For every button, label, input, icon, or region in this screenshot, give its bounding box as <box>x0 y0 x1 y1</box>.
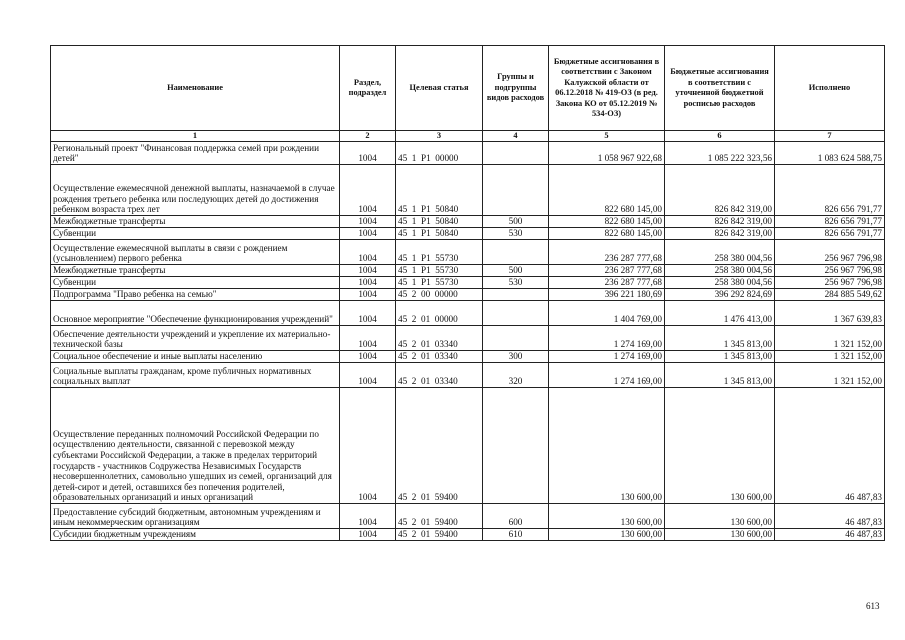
row-budget-law: 1 274 169,00 <box>549 351 665 363</box>
row-target: 45 2 01 03340 <box>396 326 483 351</box>
row-name: Региональный проект "Финансовая поддержка семей при рождении детей" <box>51 142 340 165</box>
row-budget-law: 1 274 169,00 <box>549 363 665 388</box>
row-executed: 826 656 791,77 <box>775 228 885 240</box>
header-name: Наименование <box>51 46 340 131</box>
row-target: 45 1 P1 00000 <box>396 142 483 165</box>
column-number: 2 <box>340 131 396 142</box>
row-group: 610 <box>483 529 549 541</box>
header-section: Раздел, подраздел <box>340 46 396 131</box>
header-group: Группы и подгруппы видов расходов <box>483 46 549 131</box>
row-section: 1004 <box>340 351 396 363</box>
row-name: Обеспечение деятельности учреждений и укрепление их материально-технической базы <box>51 326 340 351</box>
row-section: 1004 <box>340 301 396 326</box>
row-budget-law: 1 274 169,00 <box>549 326 665 351</box>
row-budget-law: 130 600,00 <box>549 529 665 541</box>
row-executed: 826 656 791,77 <box>775 216 885 228</box>
row-name: Межбюджетные трансферты <box>51 216 340 228</box>
row-section: 1004 <box>340 142 396 165</box>
row-budget-law: 236 287 777,68 <box>549 265 665 277</box>
row-target: 45 2 01 03340 <box>396 363 483 388</box>
row-executed: 46 487,83 <box>775 504 885 529</box>
header-budget-refined: Бюджетные ассигнования в соответствии с уточненной бюджетной росписью расходов <box>665 46 775 131</box>
row-budget-law: 822 680 145,00 <box>549 216 665 228</box>
row-executed: 46 487,83 <box>775 388 885 504</box>
row-budget-law: 130 600,00 <box>549 504 665 529</box>
table-row <box>51 142 885 165</box>
row-name: Осуществление ежемесячной выплаты в связи с рождением (усыновлением) первого ребенка <box>51 240 340 265</box>
row-group: 500 <box>483 216 549 228</box>
row-target: 45 2 01 59400 <box>396 504 483 529</box>
row-executed: 256 967 796,98 <box>775 277 885 289</box>
row-name: Основное мероприятие "Обеспечение функционирования учреждений" <box>51 301 340 326</box>
row-executed: 284 885 549,62 <box>775 289 885 301</box>
table-row <box>51 216 885 228</box>
row-group: 500 <box>483 265 549 277</box>
row-group: 530 <box>483 277 549 289</box>
row-budget-refined: 826 842 319,00 <box>665 216 775 228</box>
row-name: Подпрограмма "Право ребенка на семью" <box>51 289 340 301</box>
row-executed: 826 656 791,77 <box>775 165 885 216</box>
row-target: 45 2 01 00000 <box>396 301 483 326</box>
row-budget-refined: 130 600,00 <box>665 388 775 504</box>
row-executed: 1 321 152,00 <box>775 363 885 388</box>
table-row <box>51 277 885 289</box>
row-group <box>483 388 549 504</box>
column-number: 3 <box>396 131 483 142</box>
row-budget-law: 396 221 180,69 <box>549 289 665 301</box>
column-number: 6 <box>665 131 775 142</box>
table-row <box>51 351 885 363</box>
row-target: 45 1 P1 50840 <box>396 228 483 240</box>
table-row <box>51 289 885 301</box>
row-budget-law: 130 600,00 <box>549 388 665 504</box>
row-budget-refined: 258 380 004,56 <box>665 240 775 265</box>
row-budget-refined: 1 476 413,00 <box>665 301 775 326</box>
header-row <box>51 46 885 131</box>
row-section: 1004 <box>340 216 396 228</box>
row-target: 45 1 P1 55730 <box>396 240 483 265</box>
row-budget-law: 1 404 769,00 <box>549 301 665 326</box>
row-name: Осуществление переданных полномочий Российской Федерации по осуществлению деятельности, связанной с перевозкой между субъектами Российской Федерации, а также в пределах территорий государств - участников Содружества Независимых Государств несовершеннолетних, самовольно ушедших из семей, организаций для детей-сирот и детей, оставшихся без попечения родителей, образовательных организаций и иных организаций <box>51 388 340 504</box>
row-section: 1004 <box>340 165 396 216</box>
row-budget-refined: 1 345 813,00 <box>665 363 775 388</box>
row-budget-law: 822 680 145,00 <box>549 165 665 216</box>
row-section: 1004 <box>340 326 396 351</box>
row-target: 45 2 01 59400 <box>396 388 483 504</box>
row-name: Межбюджетные трансферты <box>51 265 340 277</box>
row-name: Социальные выплаты гражданам, кроме публичных нормативных социальных выплат <box>51 363 340 388</box>
header-executed: Исполнено <box>775 46 885 131</box>
row-section: 1004 <box>340 529 396 541</box>
row-section: 1004 <box>340 240 396 265</box>
header-target: Целевая статья <box>396 46 483 131</box>
row-name: Социальное обеспечение и иные выплаты населению <box>51 351 340 363</box>
row-name: Субсидии бюджетным учреждениям <box>51 529 340 541</box>
table-row <box>51 326 885 351</box>
row-name: Субвенции <box>51 277 340 289</box>
row-budget-refined: 1 085 222 323,56 <box>665 142 775 165</box>
row-executed: 1 367 639,83 <box>775 301 885 326</box>
row-name: Осуществление ежемесячной денежной выплаты, назначаемой в случае рождения третьего ребенка или последующих детей до достижения ребенком возраста трех лет <box>51 165 340 216</box>
row-executed: 1 083 624 588,75 <box>775 142 885 165</box>
budget-table <box>50 45 885 541</box>
row-target: 45 2 01 03340 <box>396 351 483 363</box>
row-budget-refined: 1 345 813,00 <box>665 351 775 363</box>
table-body <box>51 142 885 541</box>
table-row <box>51 265 885 277</box>
table-row <box>51 363 885 388</box>
table-row <box>51 165 885 216</box>
row-group <box>483 326 549 351</box>
row-target: 45 1 P1 55730 <box>396 277 483 289</box>
row-budget-refined: 258 380 004,56 <box>665 265 775 277</box>
column-number: 4 <box>483 131 549 142</box>
row-executed: 256 967 796,98 <box>775 240 885 265</box>
row-budget-refined: 258 380 004,56 <box>665 277 775 289</box>
column-number: 1 <box>51 131 340 142</box>
row-group: 530 <box>483 228 549 240</box>
row-budget-refined: 130 600,00 <box>665 529 775 541</box>
row-executed: 46 487,83 <box>775 529 885 541</box>
row-group: 600 <box>483 504 549 529</box>
row-target: 45 1 P1 50840 <box>396 165 483 216</box>
row-executed: 1 321 152,00 <box>775 351 885 363</box>
row-budget-refined: 396 292 824,69 <box>665 289 775 301</box>
row-target: 45 1 P1 55730 <box>396 265 483 277</box>
row-budget-law: 1 058 967 922,68 <box>549 142 665 165</box>
row-budget-refined: 130 600,00 <box>665 504 775 529</box>
row-executed: 1 321 152,00 <box>775 326 885 351</box>
row-target: 45 2 00 00000 <box>396 289 483 301</box>
row-executed: 256 967 796,98 <box>775 265 885 277</box>
row-group <box>483 165 549 216</box>
row-budget-refined: 826 842 319,00 <box>665 165 775 216</box>
row-group <box>483 301 549 326</box>
row-section: 1004 <box>340 504 396 529</box>
row-budget-refined: 826 842 319,00 <box>665 228 775 240</box>
row-section: 1004 <box>340 265 396 277</box>
column-number: 5 <box>549 131 665 142</box>
row-budget-refined: 1 345 813,00 <box>665 326 775 351</box>
row-group <box>483 289 549 301</box>
row-section: 1004 <box>340 363 396 388</box>
table-row <box>51 504 885 529</box>
row-group: 300 <box>483 351 549 363</box>
page-number: 613 <box>866 601 880 611</box>
header-budget-law: Бюджетные ассигнования в соответствии с Законом Калужской области от 06.12.2018 № 419-ОЗ (в ред. Закона КО от 05.12.2019 № 534-ОЗ) <box>549 46 665 131</box>
row-budget-law: 236 287 777,68 <box>549 277 665 289</box>
table-row <box>51 301 885 326</box>
column-number-row <box>51 131 885 142</box>
row-budget-law: 822 680 145,00 <box>549 228 665 240</box>
row-group <box>483 240 549 265</box>
row-name: Предоставление субсидий бюджетным, автономным учреждениям и иным некоммерческим организациям <box>51 504 340 529</box>
table-row <box>51 240 885 265</box>
row-section: 1004 <box>340 388 396 504</box>
column-number: 7 <box>775 131 885 142</box>
row-target: 45 2 01 59400 <box>396 529 483 541</box>
table-row <box>51 228 885 240</box>
row-section: 1004 <box>340 289 396 301</box>
table-row <box>51 529 885 541</box>
row-budget-law: 236 287 777,68 <box>549 240 665 265</box>
row-section: 1004 <box>340 277 396 289</box>
row-section: 1004 <box>340 228 396 240</box>
row-group <box>483 142 549 165</box>
row-name: Субвенции <box>51 228 340 240</box>
table-row <box>51 388 885 504</box>
row-target: 45 1 P1 50840 <box>396 216 483 228</box>
row-group: 320 <box>483 363 549 388</box>
